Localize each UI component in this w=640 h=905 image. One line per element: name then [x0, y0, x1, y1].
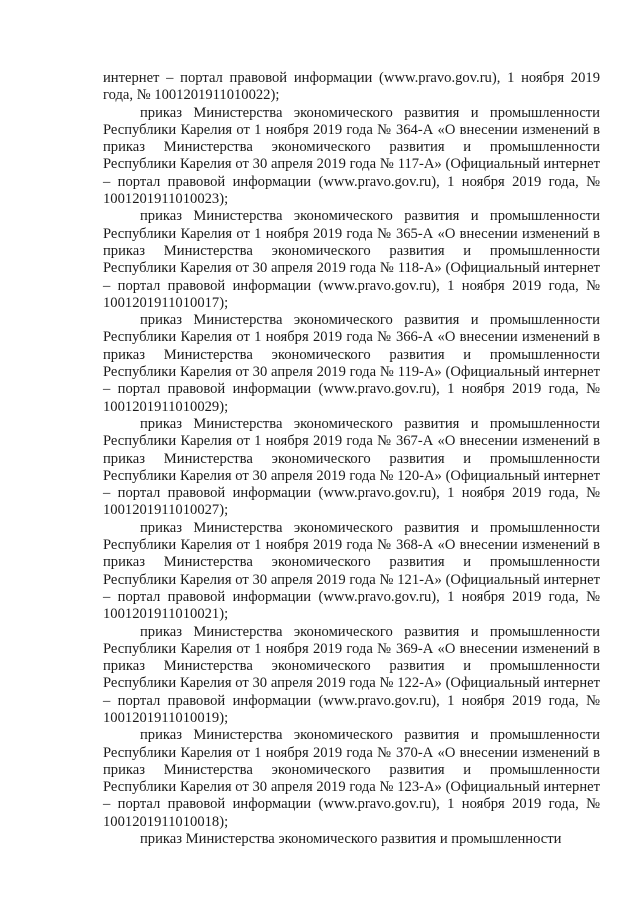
paragraph-order-364: приказ Министерства экономического развития и промышленности Республики Карелия от 1 ноября 2019 года № 364-А «О внесении изменений в приказ Министерства экономического развития и промышленности Республики Карелия от 30 апреля 2019 года № 117-А» (Официальный интернет – портал правовой информации (www.pravo.gov.ru), 1 ноября 2019 года, № 1001201911010023);: [103, 104, 600, 208]
paragraph-truncated: приказ Министерства экономического развития и промышленности: [140, 831, 562, 848]
document-body: [103, 70, 600, 848]
paragraph-order-365: приказ Министерства экономического развития и промышленности Республики Карелия от 1 ноября 2019 года № 365-А «О внесении изменений в приказ Министерства экономического развития и промышленности Республики Карелия от 30 апреля 2019 года № 118-А» (Официальный интернет – портал правовой информации (www.pravo.gov.ru), 1 ноября 2019 года, № 1001201911010017);: [103, 208, 600, 311]
paragraph-order-367: приказ Министерства экономического развития и промышленности Республики Карелия от 1 ноября 2019 года № 367-А «О внесении изменений в приказ Министерства экономического развития и промышленности Республики Карелия от 30 апреля 2019 года № 120-А» (Официальный интернет – портал правовой информации (www.pravo.gov.ru), 1 ноября 2019 года, № 1001201911010027);: [103, 415, 600, 519]
paragraph-order-369: приказ Министерства экономического развития и промышленности Республики Карелия от 1 ноября 2019 года № 369-А «О внесении изменений в приказ Министерства экономического развития и промышленности Республики Карелия от 30 апреля 2019 года № 122-А» (Официальный интернет – портал правовой информации (www.pravo.gov.ru), 1 ноября 2019 года, № 1001201911010019);: [103, 623, 600, 726]
paragraph-order-370: приказ Министерства экономического развития и промышленности Республики Карелия от 1 ноября 2019 года № 370-А «О внесении изменений в приказ Министерства экономического развития и промышленности Республики Карелия от 30 апреля 2019 года № 123-А» (Официальный интернет – портал правовой информации (www.pravo.gov.ru), 1 ноября 2019 года, № 1001201911010018);: [103, 727, 600, 830]
paragraph-order-368: приказ Министерства экономического развития и промышленности Республики Карелия от 1 ноября 2019 года № 368-А «О внесении изменений в приказ Министерства экономического развития и промышленности Республики Карелия от 30 апреля 2019 года № 121-А» (Официальный интернет – портал правовой информации (www.pravo.gov.ru), 1 ноября 2019 года, № 1001201911010021);: [103, 519, 600, 623]
paragraph-order-366: приказ Министерства экономического развития и промышленности Республики Карелия от 1 ноября 2019 года № 366-А «О внесении изменений в приказ Министерства экономического развития и промышленности Республики Карелия от 30 апреля 2019 года № 119-А» (Официальный интернет – портал правовой информации (www.pravo.gov.ru), 1 ноября 2019 года, № 1001201911010029);: [103, 312, 600, 415]
paragraph-continued: интернет – портал правовой информации (www.pravo.gov.ru), 1 ноября 2019 года, № 1001201911010022);: [103, 70, 600, 104]
